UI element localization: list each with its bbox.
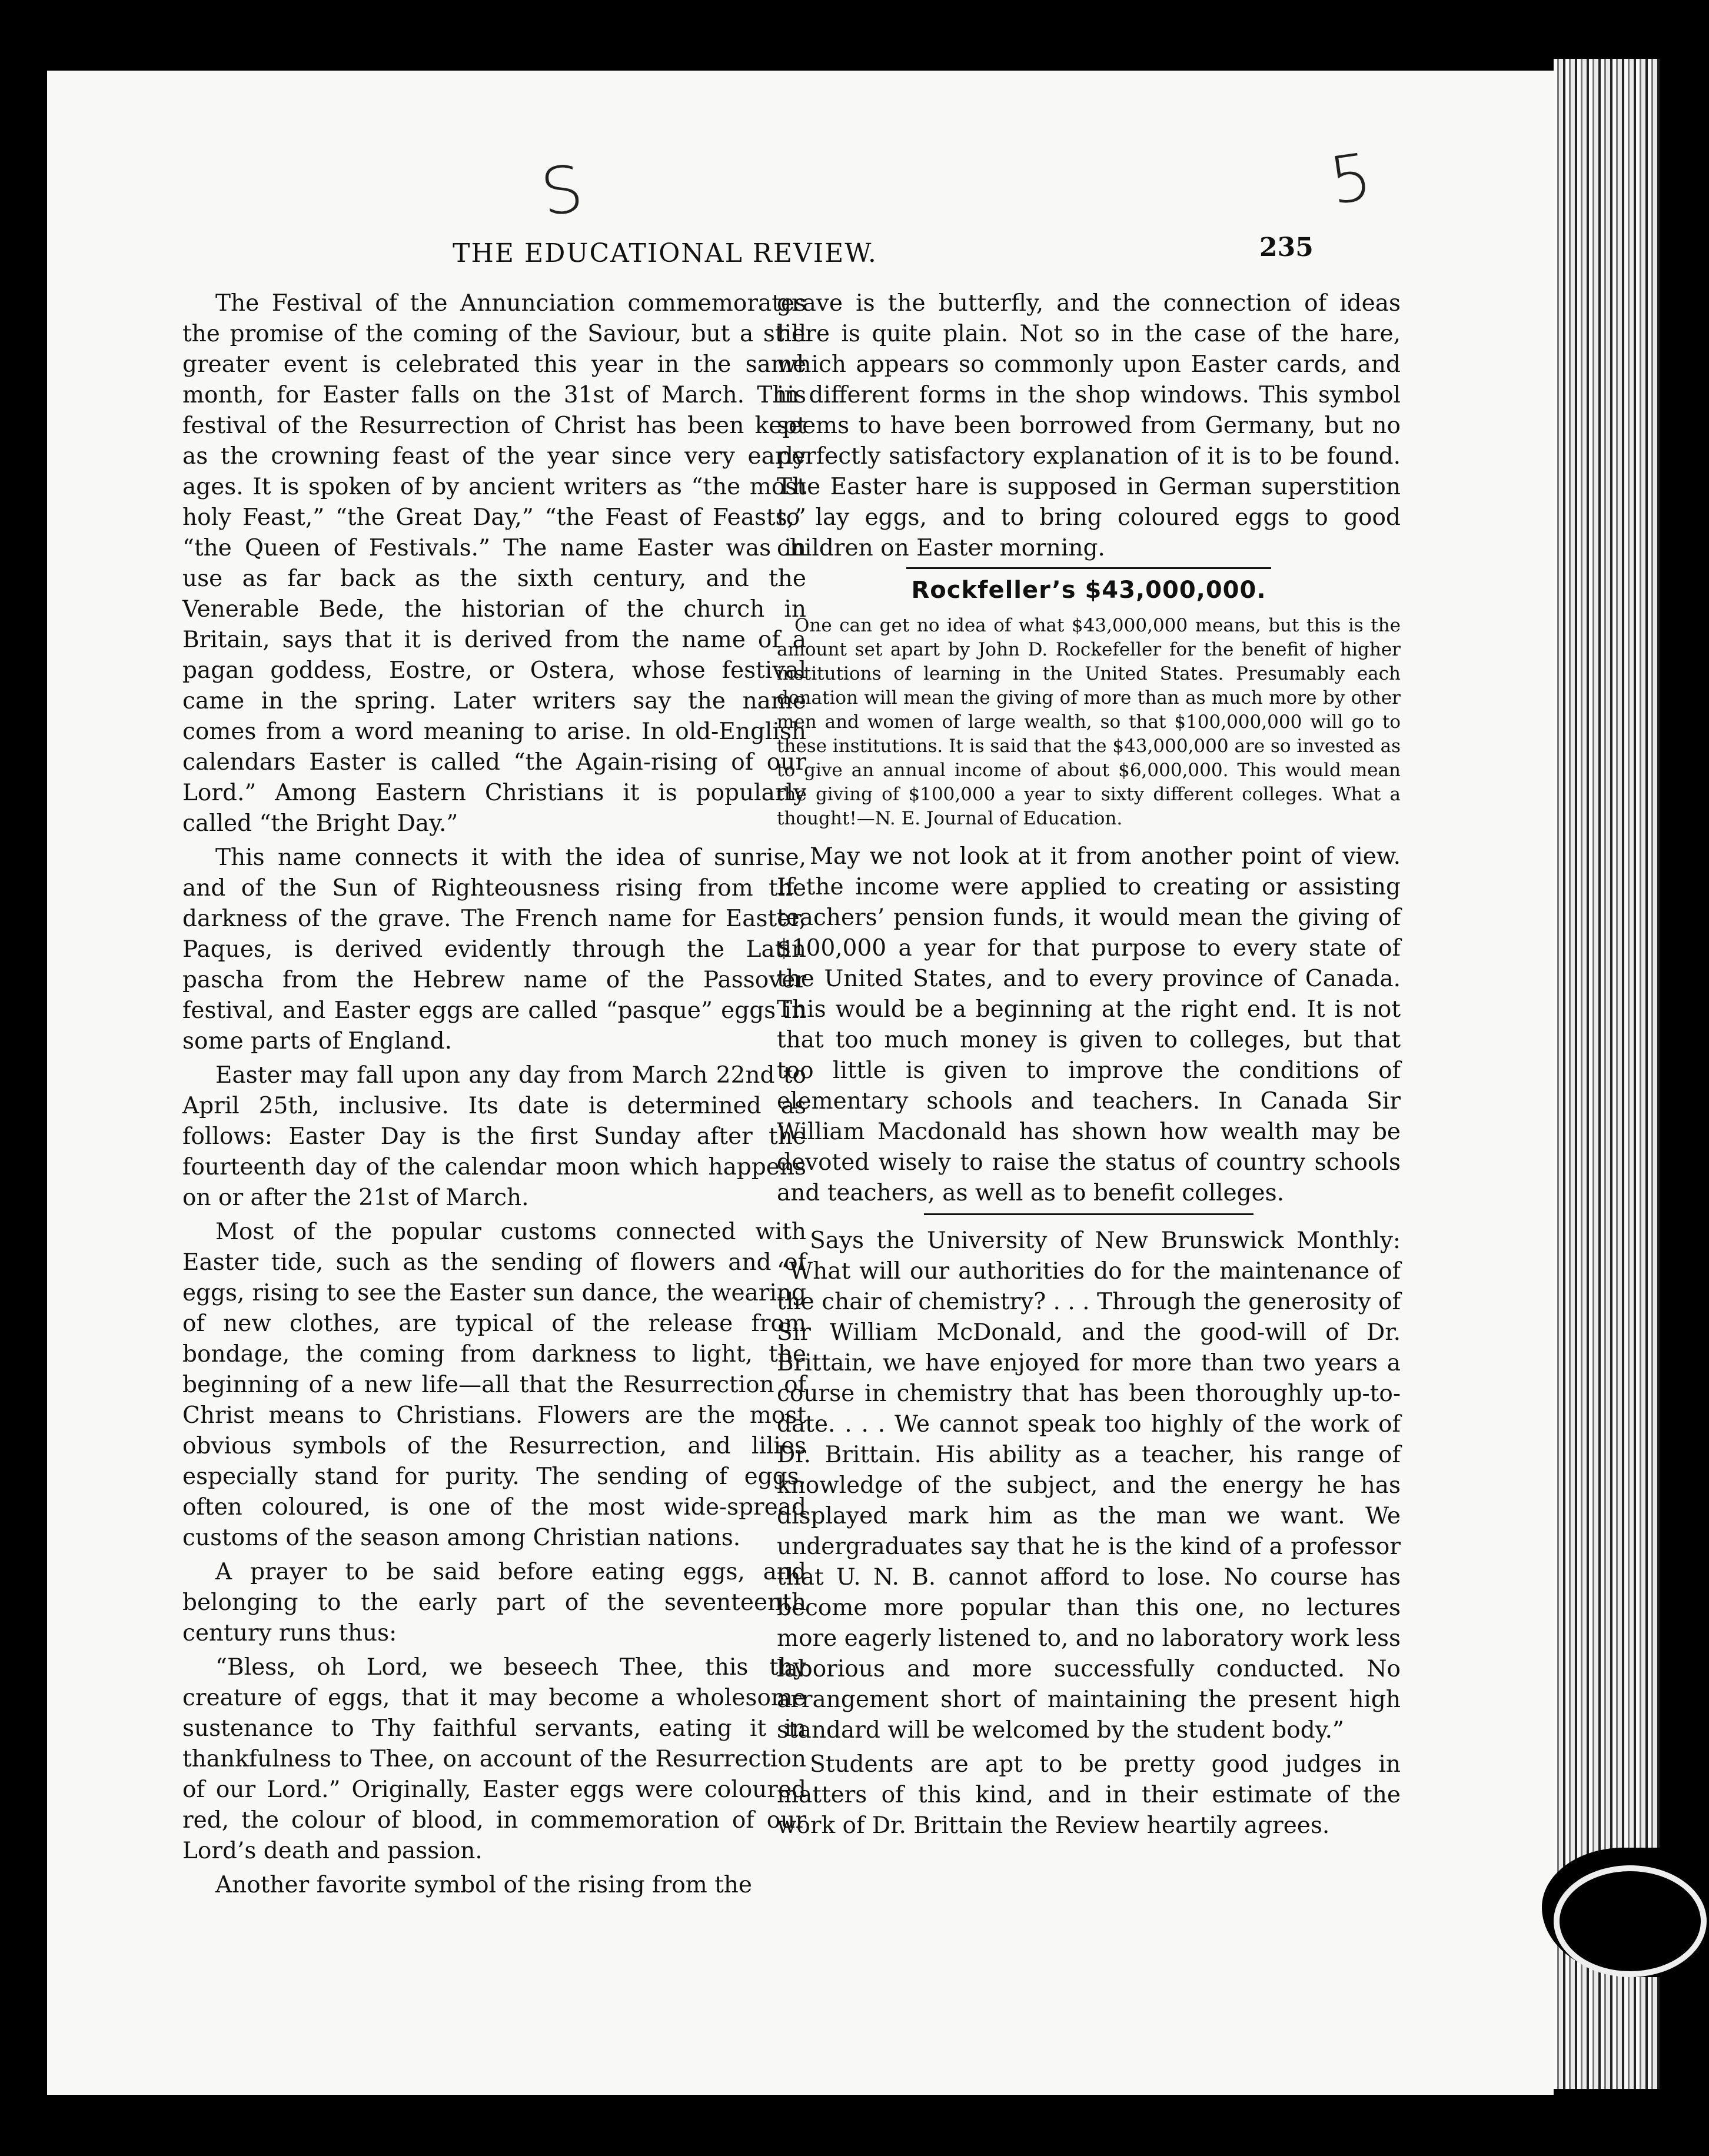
scan-corner-ring xyxy=(1554,1865,1707,1977)
journal-title: THE EDUCATIONAL REVIEW. xyxy=(453,238,877,268)
divider xyxy=(924,1213,1254,1215)
paragraph: The Festival of the Annunciation commemorates the promise of the coming of the Saviour, but a still greater event is celebrated this year in the same month, for Easter falls on the 31st of March. This festival of the Resurrection of Christ has been kept as the crowning feast of the year since very early ages. It is spoken of by ancient writers as “the most holy Feast,” “the Great Day,” “the Feast of Feasts,” “the Queen of Festivals.” The name Easter was in use as far back as the sixth century, and the Venerable Bede, the historian of the church in Britain, says that it is derived from the name of a pagan goddess, Eostre, or Ostera, whose festival came in the spring. Later writers say the name comes from a word meaning to arise. In old-English calendars Easter is called “the Again-rising of our Lord.” Among Eastern Christians it is popularly called “the Bright Day.” xyxy=(182,290,806,837)
paragraph: A prayer to be said before eating eggs, and belonging to the early part of the seventeenth century runs thus: xyxy=(182,1559,806,1646)
right-column xyxy=(777,288,1401,1845)
paragraph: This name connects it with the idea of sunrise, and of the Sun of Righteousness rising from the darkness of the grave. The French name for Easter, Paques, is derived evidently through the Latin pascha from the Hebrew name of the Passover festival, and Easter eggs are called “pasque” eggs in some parts of England. xyxy=(182,844,806,1054)
section-title: Rockfeller’s $43,000,000. xyxy=(911,577,1266,604)
page-number: 235 xyxy=(1259,232,1314,262)
scanned-page xyxy=(47,71,1554,2095)
paragraph: Another favorite symbol of the rising from the xyxy=(215,1872,752,1898)
paragraph: May we not look at it from another point of view. If the income were applied to creating or assisting teachers’ pension funds, it would mean the giving of $100,000 a year for that purpose to every state of the United States, and to every province of Canada. This would be a beginning at the right end. It is not that too much money is given to colleges, but that too little is given to improve the conditions of elementary schools and teachers. In Canada Sir William Macdonald has shown how wealth may be devoted wisely to raise the status of country schools and teachers, as well as to benefit colleges. xyxy=(777,843,1401,1206)
left-column xyxy=(182,288,806,1904)
paragraph: Students are apt to be pretty good judges in matters of this kind, and in their estimate of the work of Dr. Brittain the Review heartily agrees. xyxy=(777,1751,1401,1839)
page-edges xyxy=(1554,59,1660,2089)
prayer-quote: “Bless, oh Lord, we beseech Thee, this thy creature of eggs, that it may become a wholesome sustenance to Thy faithful servants, eating it in thankfulness to Thee, on account of the Resurrection of our Lord.” Originally, Easter eggs were coloured red, the colour of blood, in commemoration of our Lord’s death and passion. xyxy=(182,1654,806,1864)
paragraph: grave is the butterfly, and the connection of ideas here is quite plain. Not so in the case of the hare, which appears so commonly upon Easter cards, and in different forms in the shop windows. This symbol seems to have been borrowed from Germany, but no perfectly satisfactory explanation of it is to be found. The Easter hare is supposed in German superstition to lay eggs, and to bring coloured eggs to good children on Easter morning. xyxy=(777,290,1401,561)
divider xyxy=(906,567,1271,569)
handwritten-mark-left: S xyxy=(536,150,588,231)
quoted-excerpt: One can get no idea of what $43,000,000 means, but this is the amount set apart by John D. Rockefeller for the benefit of higher institutions of learning in the United States. Presumably each donation will mean the giving of more than as much more by other men and women of large wealth, so that $100,000,000 will go to these institutions. It is said that the $43,000,000 are so invested as to give an annual income of about $6,000,000. This would mean the giving of $100,000 a year to sixty different colleges. What a thought!—N. E. Journal of Education. xyxy=(777,615,1401,829)
paragraph: Says the University of New Brunswick Monthly: “What will our authorities do for the maintenance of the chair of chemistry? . . . Through the generosity of Sir William McDonald, and the good-will of Dr. Brittain, we have enjoyed for more than two years a course in chemistry that has been thoroughly up-to-date. . . . We cannot speak too highly of the work of Dr. Brittain. His ability as a teacher, his range of knowledge of the subject, and the energy he has displayed mark him as the man we want. We undergraduates say that he is the kind of a professor that U. N. B. cannot afford to lose. No course has become more popular than this one, no lectures more eagerly listened to, and no laboratory work less laborious and more successfully conducted. No arrangement short of maintaining the present high standard will be welcomed by the student body.” xyxy=(777,1227,1401,1744)
paragraph: Easter may fall upon any day from March 22nd to April 25th, inclusive. Its date is determined as follows: Easter Day is the first Sunday after the fourteenth day of the calendar moon which happens on or after the 21st of March. xyxy=(182,1062,806,1211)
paragraph: Most of the popular customs connected with Easter tide, such as the sending of flowers and of eggs, rising to see the Easter sun dance, the wearing of new clothes, are typical of the release from bondage, the coming from darkness to light, the beginning of a new life—all that the Resurrection of Christ means to Christians. Flowers are the most obvious symbols of the Resurrection, and lilies especially stand for purity. The sending of eggs, often coloured, is one of the most wide-spread customs of the season among Christian nations. xyxy=(182,1219,806,1551)
handwritten-mark-right: 5 xyxy=(1325,138,1376,219)
